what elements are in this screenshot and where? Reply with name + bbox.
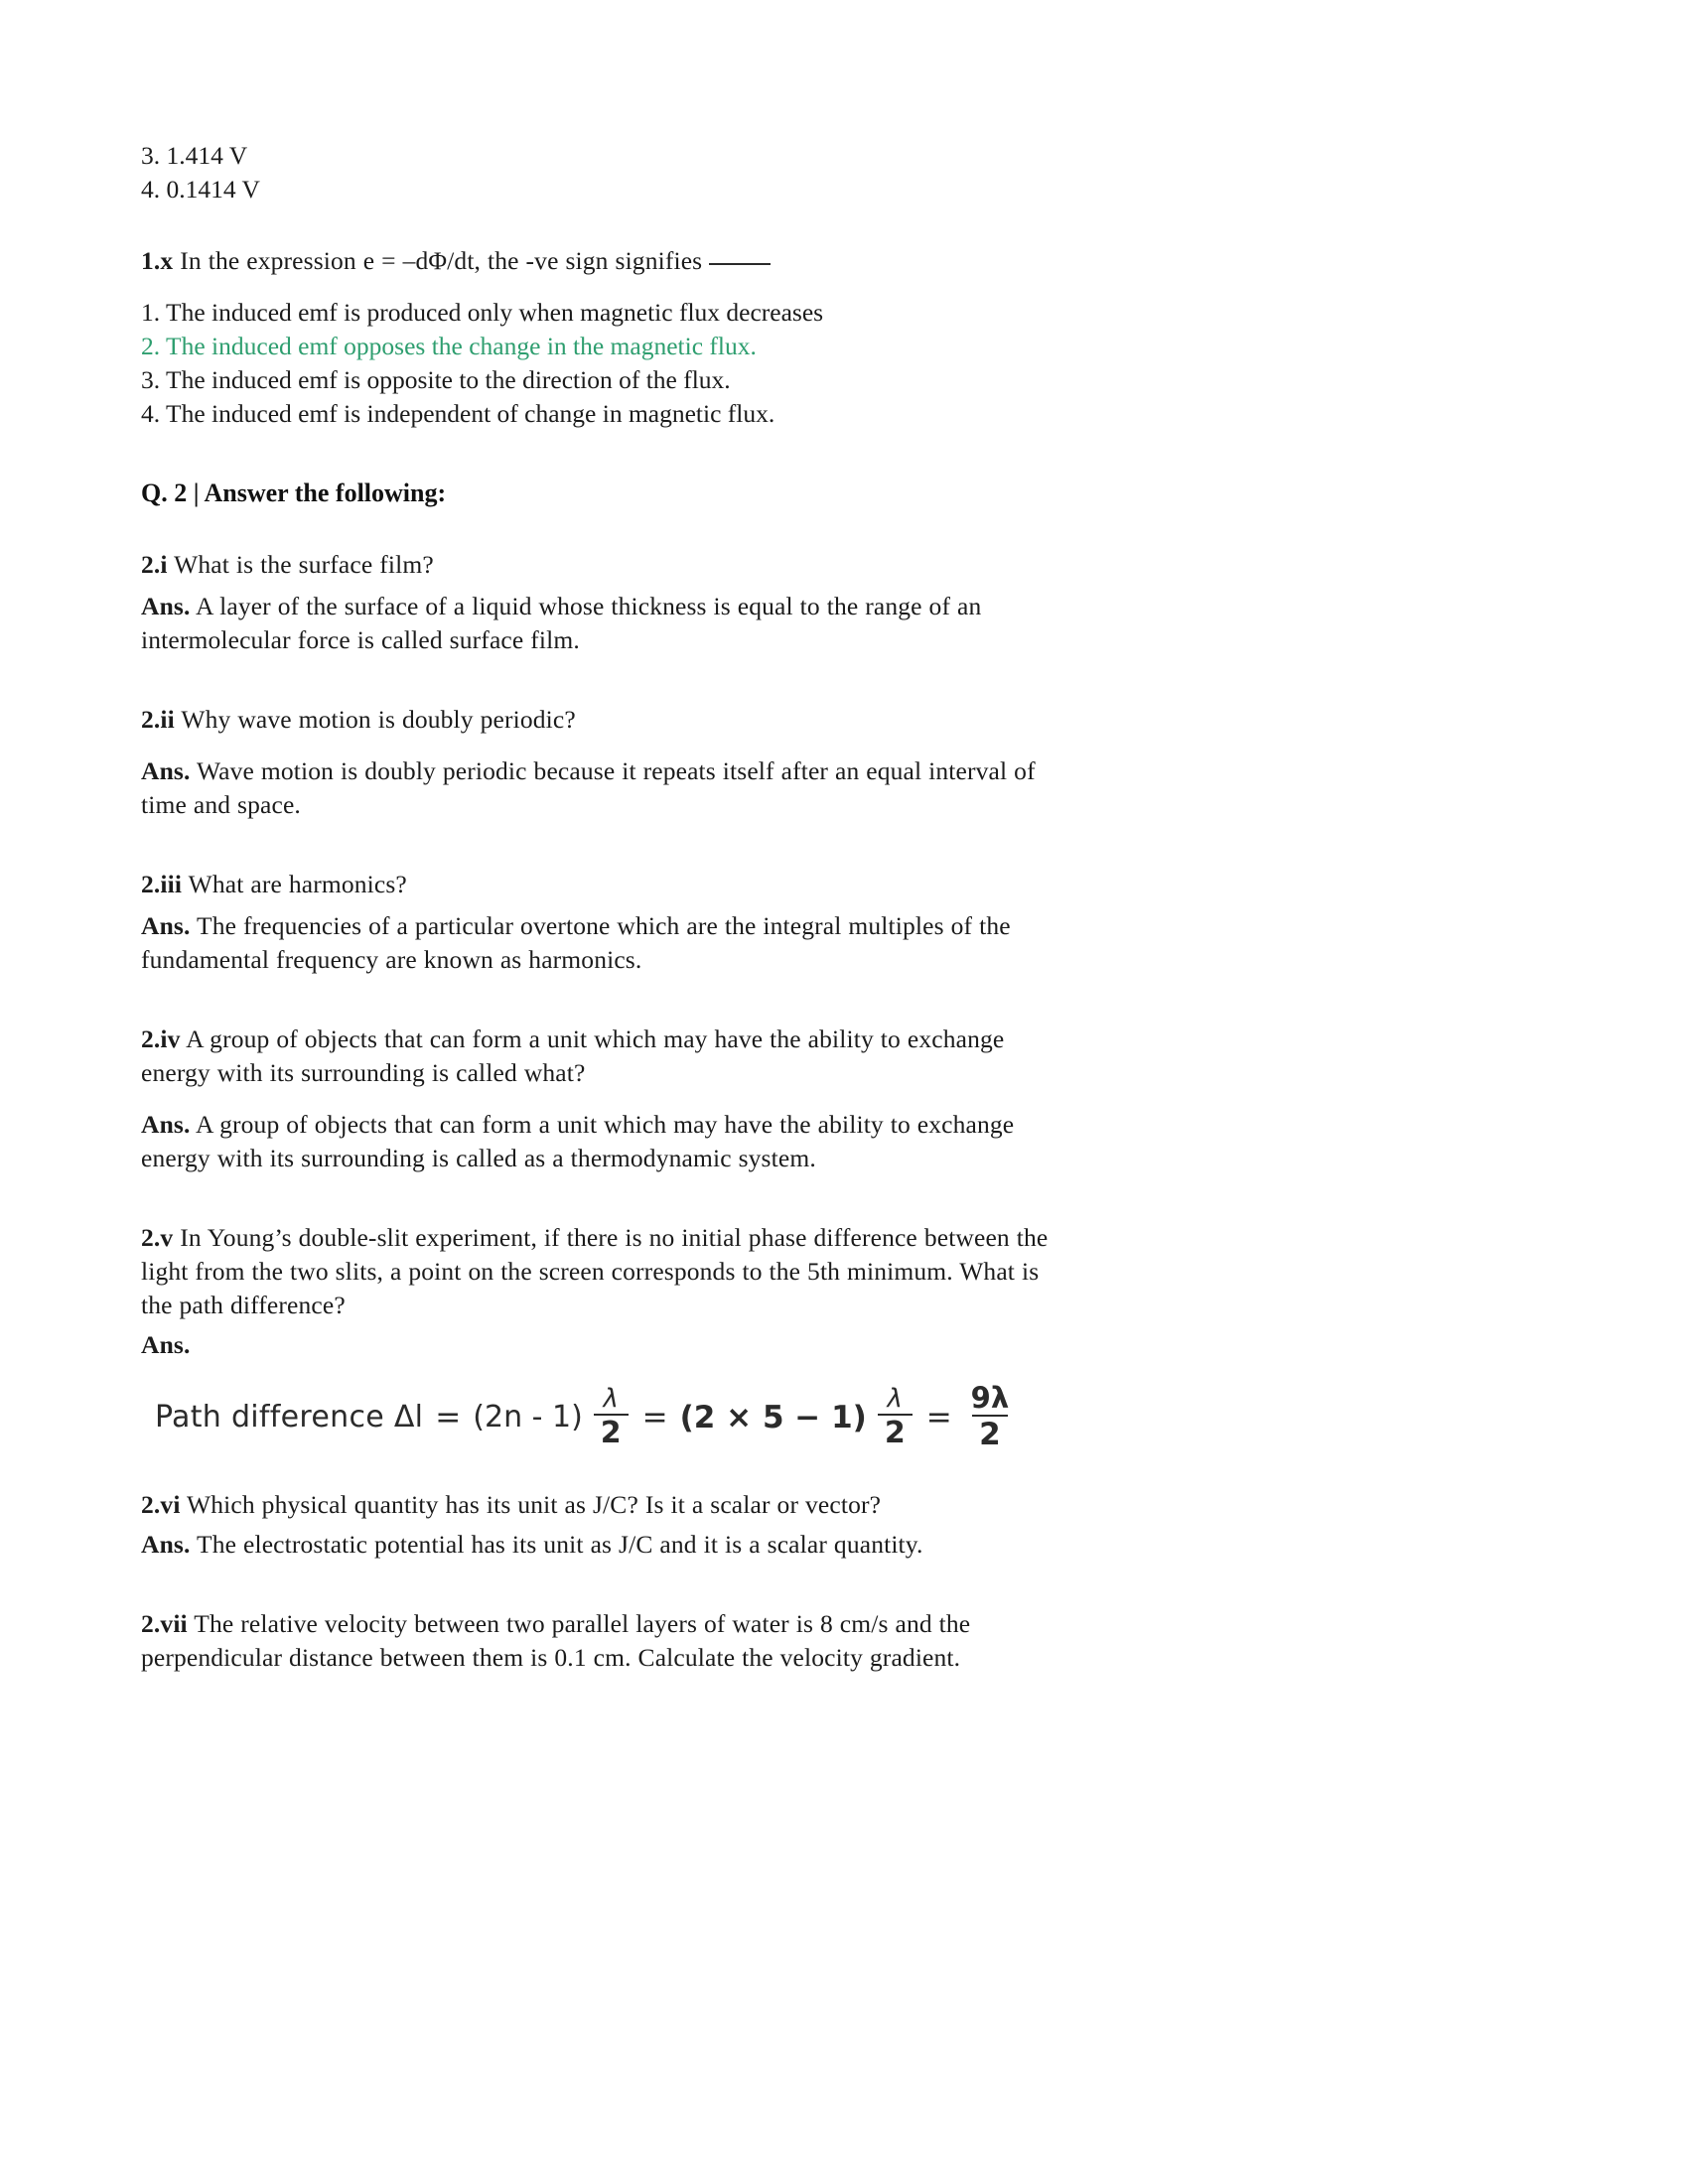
formula-result-fraction [966, 1381, 1015, 1452]
answer-2v-label [141, 1328, 1072, 1362]
formula-term1-numerator: λ [603, 1384, 619, 1414]
question-text: The relative velocity between two parallel layers of water is 8 cm/s and the perpendicular distance between them is 0.1 cm. Calculate the velocity gradient. [141, 1609, 971, 1672]
question-2iv [141, 1023, 1072, 1090]
formula-term2-numerator: λ [887, 1384, 903, 1414]
question-text: Why wave motion is doubly periodic? [181, 705, 576, 734]
answer-label: Ans. [141, 1330, 191, 1359]
formula-term2-fraction [878, 1386, 913, 1448]
formula-term2-group: (2 × 5 − 1) [679, 1399, 867, 1435]
question-2vii [141, 1607, 1072, 1675]
question-2iii [141, 868, 1072, 901]
list-item: 4. 0.1414 V [141, 175, 260, 204]
option-2-correct[interactable]: 2. The induced emf opposes the change in the magnetic flux. [141, 332, 757, 360]
question-tag: 2.v [141, 1223, 174, 1252]
formula-result-denominator: 2 [972, 1415, 1008, 1450]
answer-text: The frequencies of a particular overtone which are the integral multiples of the fundamental frequency are known as harmonics. [141, 911, 1011, 974]
spacer [141, 977, 1072, 1023]
spacer [141, 431, 1072, 477]
question-text: A group of objects that can form a unit which may have the ability to exchange energy with its surrounding is called what? [141, 1024, 1005, 1087]
answer-label: Ans. [141, 1110, 191, 1139]
spacer [141, 278, 1072, 296]
question-2v [141, 1221, 1072, 1322]
list-item: 3. 1.414 V [141, 141, 248, 170]
spacer [141, 657, 1072, 703]
option-4[interactable]: 4. The induced emf is independent of change in magnetic flux. [141, 399, 775, 428]
question-2i [141, 548, 1072, 582]
formula-term1-denominator: 2 [594, 1414, 629, 1448]
spacer [141, 510, 1072, 548]
answer-label: Ans. [141, 1530, 191, 1559]
question-text: In the expression e = –dΦ/dt, the -ve sign signifies [180, 246, 703, 275]
question-text: What is the surface film? [174, 550, 434, 579]
answer-text: A layer of the surface of a liquid whose thickness is equal to the range of an intermolecular force is called surface film. [141, 592, 982, 654]
spacer [141, 1450, 1072, 1488]
question-2vi [141, 1488, 1072, 1522]
question-tag: 2.vii [141, 1609, 188, 1638]
question-2ii [141, 703, 1072, 737]
formula-equals-1: = [435, 1399, 462, 1435]
blank-space [702, 246, 709, 275]
answer-2i [141, 590, 1072, 657]
option-3[interactable]: 3. The induced emf is opposite to the direction of the flux. [141, 365, 731, 394]
answer-text: Wave motion is doubly periodic because it repeats itself after an equal interval of time and space. [141, 756, 1036, 819]
question-tag: 2.vi [141, 1490, 181, 1519]
formula-result-numerator: 9λ [970, 1381, 1010, 1415]
question-1x [141, 244, 1072, 278]
answer-2iii [141, 909, 1072, 977]
formula-equals-3: = [925, 1399, 952, 1435]
question-tag: 1.x [141, 246, 174, 275]
section-heading: Q. 2 | Answer the following: [141, 478, 447, 507]
answer-label: Ans. [141, 756, 191, 785]
spacer [141, 1175, 1072, 1221]
question-tag: 2.i [141, 550, 168, 579]
question-text: Which physical quantity has its unit as J/C? Is it a scalar or vector? [187, 1490, 882, 1519]
formula-label: Path difference Δl [155, 1400, 424, 1434]
fill-in-blank-rule [709, 263, 771, 265]
question-tag: 2.ii [141, 705, 175, 734]
option-1[interactable]: 1. The induced emf is produced only when magnetic flux decreases [141, 298, 824, 327]
formula-equals-2: = [641, 1399, 668, 1435]
answer-text: A group of objects that can form a unit which may have the ability to exchange energy with its surrounding is called as a thermodynamic system. [141, 1110, 1015, 1172]
spacer [141, 822, 1072, 868]
question-tag: 2.iii [141, 870, 183, 898]
formula-term1-fraction [594, 1386, 629, 1448]
answer-text: The electrostatic potential has its unit as J/C and it is a scalar quantity. [196, 1530, 923, 1559]
formula-term2-denominator: 2 [878, 1414, 913, 1448]
answer-label: Ans. [141, 592, 191, 620]
formula-term1-group: (2n - 1) [473, 1400, 583, 1434]
answer-2vi [141, 1528, 1072, 1562]
question-text: What are harmonics? [188, 870, 407, 898]
spacer [141, 1562, 1072, 1607]
answer-2iv [141, 1108, 1072, 1175]
question-text: In Young’s double-slit experiment, if there is no initial phase difference between the light from the two slits, a point on the screen corresponds to the 5th minimum. What is the path difference? [141, 1223, 1049, 1319]
question-tag: 2.iv [141, 1024, 181, 1053]
path-difference-formula [155, 1381, 1072, 1452]
spacer [141, 206, 1072, 244]
answer-label: Ans. [141, 911, 191, 940]
page-content [141, 139, 1072, 1675]
answer-2ii [141, 754, 1072, 822]
